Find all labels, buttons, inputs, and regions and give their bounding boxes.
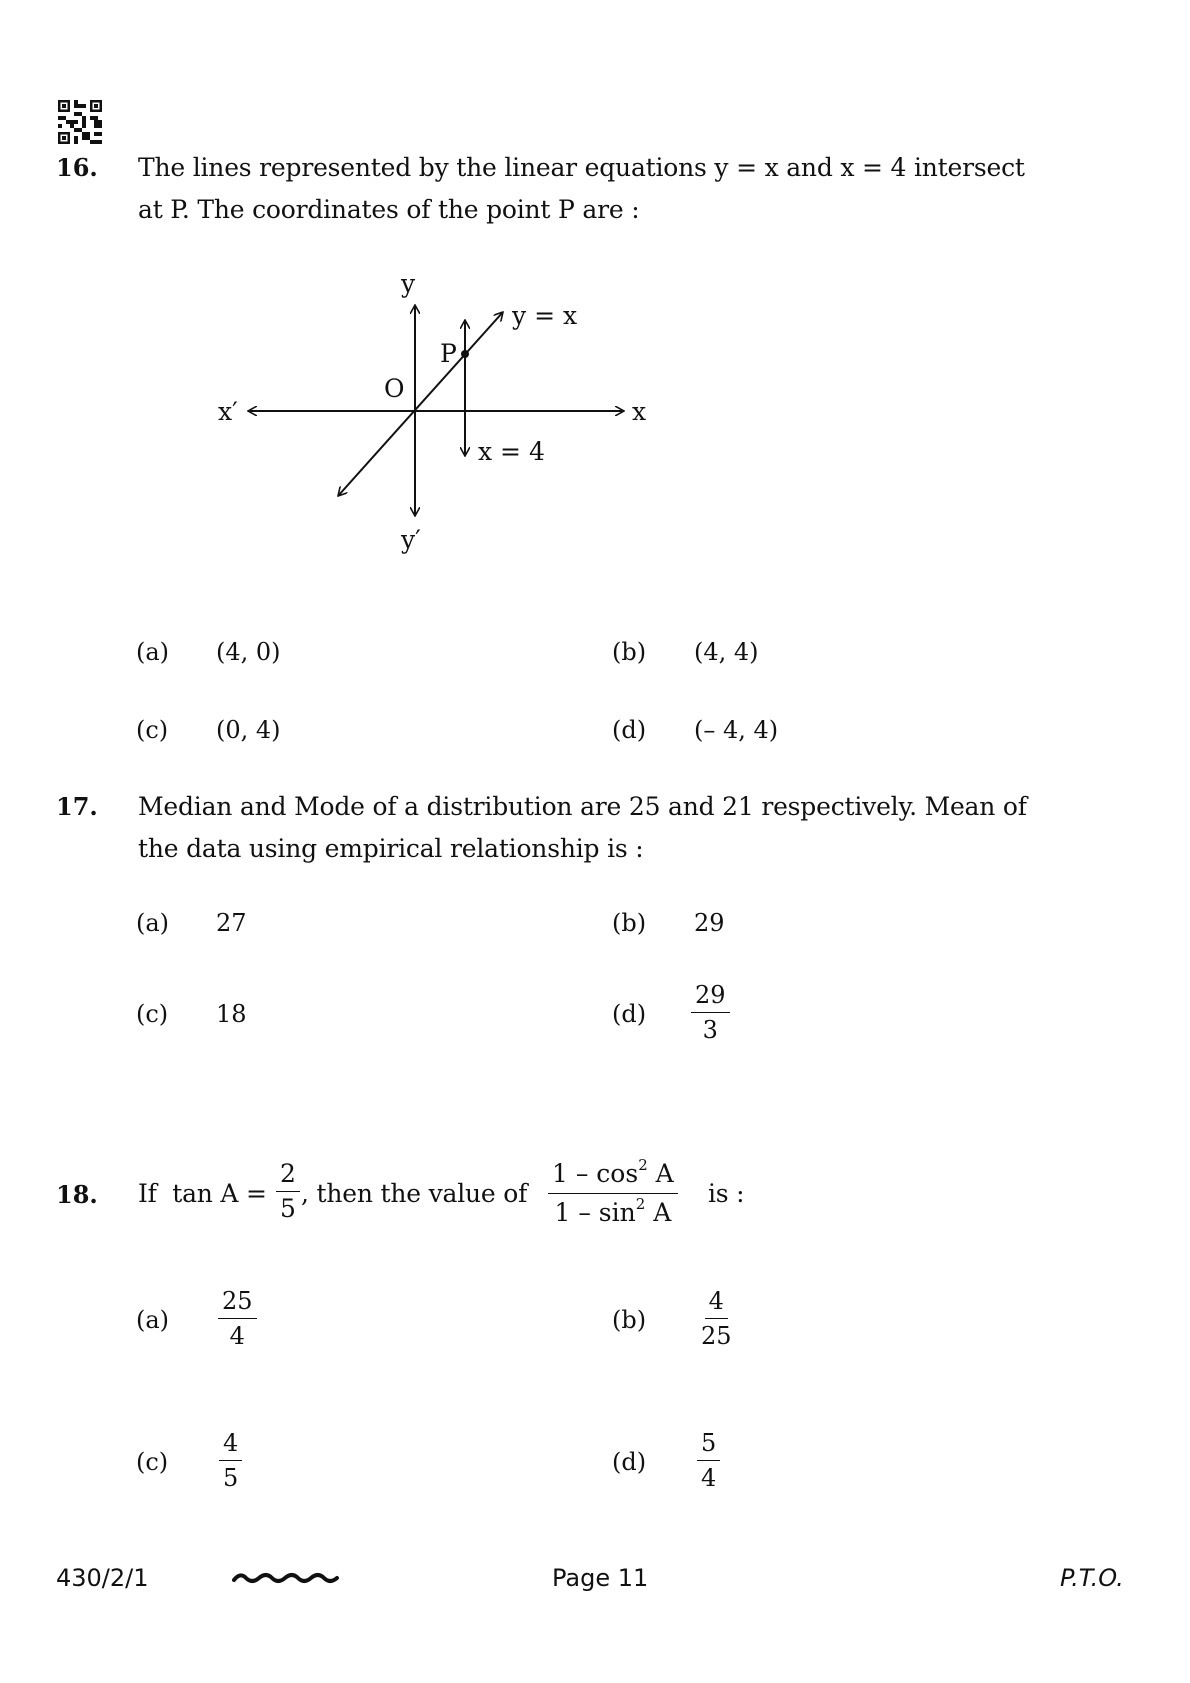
fraction-numerator: 4 — [219, 1429, 242, 1461]
trig-denominator — [550, 1194, 675, 1229]
question-16-line1: The lines represented by the linear equations y = x and x = 4 intersect — [138, 153, 1025, 182]
y-prime-label: y′ — [401, 525, 421, 554]
x-axis-label: x — [632, 397, 647, 426]
q18-trig-expression — [548, 1158, 678, 1229]
question-18-suffix: is : — [708, 1179, 745, 1208]
q18-option-b-fraction — [697, 1287, 736, 1350]
q16-option-c-label[interactable]: (c) — [136, 716, 169, 744]
question-18-number: 18. — [56, 1180, 98, 1209]
numerator-variable: A — [647, 1159, 674, 1188]
x-prime-label: x′ — [218, 397, 238, 426]
fraction-numerator: 4 — [705, 1287, 728, 1319]
denominator-variable: A — [645, 1198, 672, 1227]
q17-option-a-value: 27 — [216, 909, 247, 937]
question-18-prefix: If tan A = — [138, 1179, 267, 1208]
question-17-text — [138, 786, 1027, 870]
q18-option-c-label[interactable]: (c) — [136, 1448, 169, 1476]
question-17-line1: Median and Mode of a distribution are 25 and 21 respectively. Mean of — [138, 792, 1027, 821]
fraction-numerator: 25 — [218, 1287, 257, 1319]
question-17-line2: the data using empirical relationship is : — [138, 834, 644, 863]
q16-option-d-label[interactable]: (d) — [612, 716, 647, 744]
fraction-denominator: 4 — [229, 1322, 245, 1350]
q17-option-c-label[interactable]: (c) — [136, 1000, 169, 1028]
question-16-number: 16. — [56, 153, 98, 182]
point-p-marker — [461, 350, 469, 358]
y-axis-label: y — [401, 269, 416, 298]
fraction-numerator: 29 — [691, 981, 730, 1013]
page-number: Page 11 — [552, 1564, 649, 1592]
q18-given-fraction — [276, 1160, 300, 1223]
q18-option-c-fraction — [219, 1429, 242, 1492]
line-y-equals-x — [338, 312, 503, 496]
qr-code — [58, 100, 102, 144]
question-16-line2: at P. The coordinates of the point P are : — [138, 195, 640, 224]
fraction-denominator: 25 — [701, 1322, 732, 1350]
denominator-exponent: 2 — [635, 1195, 646, 1213]
point-p-label: P — [440, 339, 457, 368]
q18-option-b-label[interactable]: (b) — [612, 1306, 647, 1334]
q17-option-b-label[interactable]: (b) — [612, 909, 647, 937]
q16-option-c-value: (0, 4) — [216, 716, 281, 744]
q18-option-a-fraction — [218, 1287, 257, 1350]
q18-option-d-label[interactable]: (d) — [612, 1448, 647, 1476]
q17-option-a-label[interactable]: (a) — [136, 909, 170, 937]
pto-label: P.T.O. — [1060, 1564, 1124, 1592]
wave-decoration-icon — [232, 1568, 342, 1592]
q16-option-a-label[interactable]: (a) — [136, 638, 170, 666]
question-18-middle: , then the value of — [301, 1179, 528, 1208]
q17-option-b-value: 29 — [694, 909, 725, 937]
numerator-text: 1 – cos — [552, 1159, 639, 1188]
q16-option-a-value: (4, 0) — [216, 638, 281, 666]
line-x-equals-4-label: x = 4 — [478, 437, 545, 466]
fraction-numerator: 5 — [697, 1429, 720, 1461]
fraction-numerator: 2 — [276, 1160, 300, 1192]
q16-option-d-value: (– 4, 4) — [694, 716, 779, 744]
line-y-equals-x-label: y = x — [512, 301, 578, 330]
denominator-text: 1 – sin — [554, 1198, 636, 1227]
paper-code: 430/2/1 — [56, 1564, 149, 1592]
fraction-denominator: 4 — [701, 1464, 717, 1492]
q16-option-b-label[interactable]: (b) — [612, 638, 647, 666]
numerator-exponent: 2 — [638, 1156, 648, 1174]
coordinate-diagram — [200, 260, 660, 564]
fraction-denominator: 5 — [223, 1464, 239, 1492]
question-17-number: 17. — [56, 792, 98, 821]
q16-option-b-value: (4, 4) — [694, 638, 759, 666]
q18-option-d-fraction — [697, 1429, 720, 1492]
q17-option-d-fraction — [691, 981, 730, 1044]
trig-numerator — [548, 1158, 678, 1194]
origin-label: O — [384, 374, 405, 403]
fraction-denominator: 3 — [702, 1016, 718, 1044]
question-16-text — [138, 147, 1025, 231]
q17-option-d-label[interactable]: (d) — [612, 1000, 647, 1028]
fraction-denominator: 5 — [280, 1194, 296, 1223]
q18-option-a-label[interactable]: (a) — [136, 1306, 170, 1334]
q17-option-c-value: 18 — [216, 1000, 247, 1028]
